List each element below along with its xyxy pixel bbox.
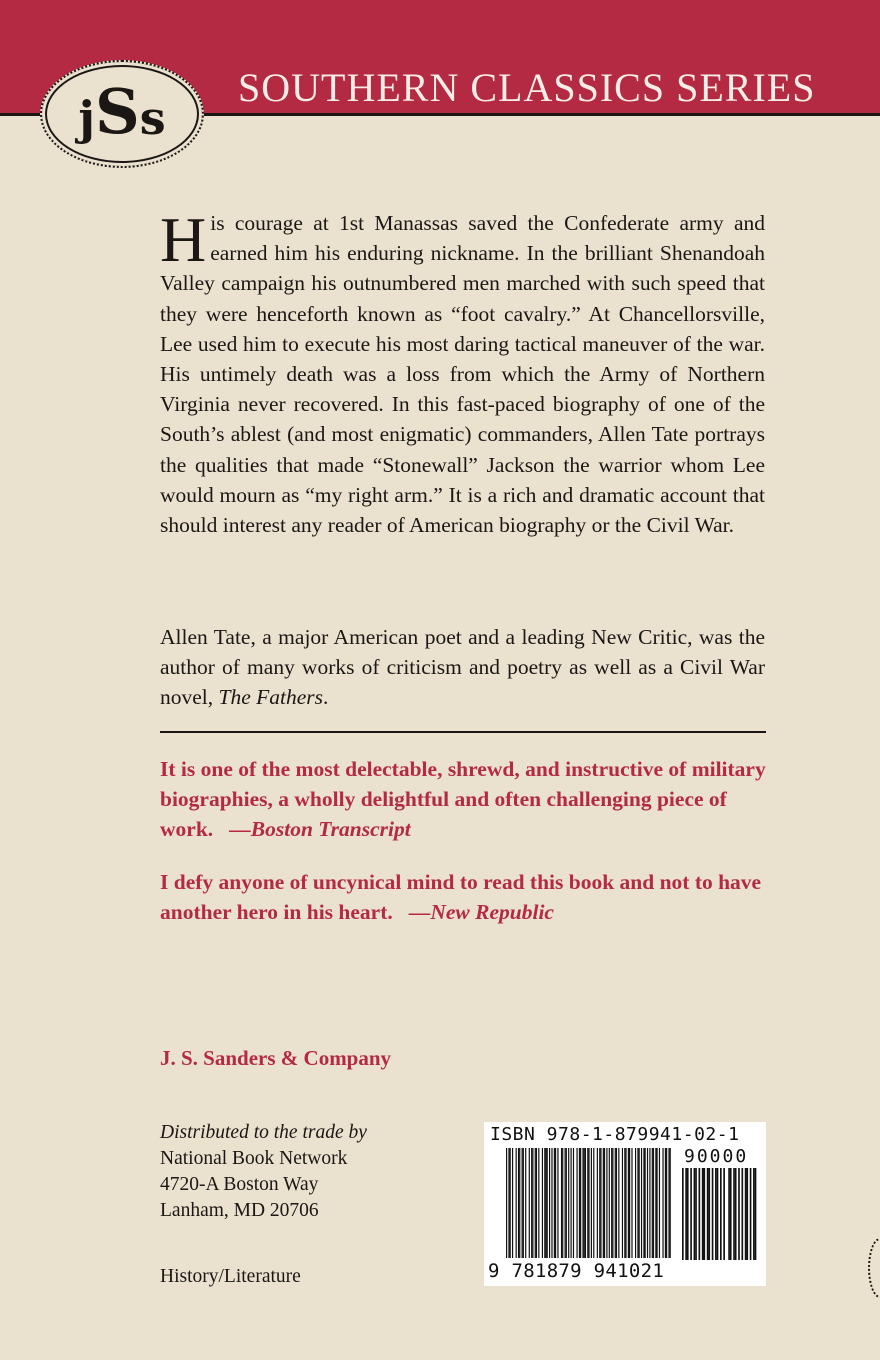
barcode-bar <box>611 1148 612 1258</box>
barcode-bar <box>518 1148 519 1258</box>
barcode-bar <box>649 1148 650 1258</box>
barcode-bar <box>753 1168 755 1260</box>
barcode-bar <box>738 1168 740 1260</box>
barcode-bar <box>585 1148 586 1258</box>
barcode-bar <box>554 1148 555 1258</box>
drop-cap: H <box>160 204 207 275</box>
barcode-bar <box>717 1168 719 1260</box>
review-quote-text: I defy anyone of uncynical mind to read this book and not to have another hero in his heart. <box>160 870 762 924</box>
barcode-bar <box>647 1148 648 1258</box>
barcode-bar <box>519 1148 520 1258</box>
barcode-bar <box>544 1148 545 1258</box>
distributor-city: Lanham, MD 20706 <box>160 1200 319 1221</box>
barcode-bar <box>631 1148 632 1258</box>
barcode-bar <box>551 1148 552 1258</box>
distributor-block <box>160 1120 367 1224</box>
barcode-bar <box>565 1148 566 1258</box>
book-category: History/Literature <box>160 1266 301 1287</box>
barcode-bar <box>745 1168 747 1260</box>
barcode-bar <box>591 1148 592 1258</box>
review-quote <box>160 754 770 844</box>
barcode-bar <box>625 1148 626 1258</box>
book-description <box>160 204 765 540</box>
barcode-bar <box>653 1148 654 1258</box>
barcode-bar <box>629 1148 630 1258</box>
barcode-bar <box>599 1148 600 1258</box>
isbn-label: ISBN 978-1-879941-02-1 <box>490 1124 740 1145</box>
author-bio <box>160 622 765 713</box>
series-title: SOUTHERN CLASSICS SERIES <box>238 65 816 110</box>
logo-letter-s-small: s <box>139 91 166 145</box>
distributor-street: 4720-A Boston Way <box>160 1174 319 1195</box>
barcode-bar <box>529 1148 530 1258</box>
barcode-bar <box>593 1148 594 1258</box>
barcode-bar <box>612 1148 613 1258</box>
barcode-bar <box>702 1168 704 1260</box>
barcode-bar <box>532 1148 533 1258</box>
isbn-barcode <box>484 1122 766 1286</box>
barcode-bar <box>603 1148 604 1258</box>
barcode-bar <box>750 1168 752 1260</box>
barcode-bar <box>703 1168 705 1260</box>
barcode-bar <box>615 1148 616 1258</box>
barcode-bar <box>588 1148 589 1258</box>
barcode-bar <box>695 1168 697 1260</box>
barcode-bar <box>555 1148 556 1258</box>
barcode-bar <box>576 1148 577 1258</box>
barcode-bar <box>547 1148 548 1258</box>
review-quote-source: —Boston Transcript <box>229 817 411 841</box>
barcode-bar <box>637 1148 638 1258</box>
barcode-bar <box>708 1168 710 1260</box>
barcode-bar <box>606 1148 607 1258</box>
barcode-bar <box>618 1148 619 1258</box>
barcode-bar <box>659 1148 660 1258</box>
barcode-bar <box>512 1148 513 1258</box>
barcode-bar <box>600 1148 601 1258</box>
barcode-bar <box>566 1148 567 1258</box>
barcode-bar <box>531 1148 532 1258</box>
barcode-bar <box>662 1148 663 1258</box>
publisher-logo <box>40 60 204 168</box>
logo-letter-s-large: S <box>94 75 140 148</box>
barcode-bar <box>723 1168 725 1260</box>
barcode-bar <box>616 1148 617 1258</box>
distributor-label: Distributed to the trade by <box>160 1122 367 1143</box>
edge-logo-fragment <box>868 1238 880 1298</box>
barcode-bar <box>557 1148 558 1258</box>
barcode-bar <box>604 1148 605 1258</box>
logo-letter-j: j <box>78 91 95 145</box>
barcode-bar <box>580 1148 581 1258</box>
barcode-bar <box>535 1148 536 1258</box>
barcode-addon-digits: 90000 <box>684 1146 749 1167</box>
author-bio-text: Allen Tate, a major American poet and a leading New Critic, was the author of many works of criticism and poetry as well as a Civil War novel, <box>160 625 765 710</box>
barcode-bar <box>666 1148 667 1258</box>
barcode-bar <box>587 1148 588 1258</box>
barcode-bar <box>645 1148 646 1258</box>
barcode-bar <box>582 1148 583 1258</box>
barcode-bar <box>568 1148 569 1258</box>
barcode-bar <box>643 1148 644 1258</box>
barcode-bar <box>508 1148 509 1258</box>
barcode-bar <box>741 1168 743 1260</box>
barcode-bar <box>549 1148 550 1258</box>
barcode-bar <box>690 1168 692 1260</box>
barcode-bar <box>628 1148 629 1258</box>
barcode-bar <box>656 1148 657 1258</box>
barcode-bar <box>735 1168 737 1260</box>
barcode-bar <box>561 1148 562 1258</box>
novel-title: The Fathers <box>218 685 324 710</box>
author-bio-end: . <box>323 685 329 710</box>
publisher-name: J. S. Sanders & Company <box>160 1046 392 1070</box>
barcode-bar <box>687 1168 689 1260</box>
barcode-bar <box>699 1168 701 1260</box>
barcode-bar <box>506 1148 507 1258</box>
barcode-bar <box>536 1148 537 1258</box>
barcode-bar <box>755 1168 757 1260</box>
barcode-bar <box>715 1168 717 1260</box>
barcode-bar <box>652 1148 653 1258</box>
barcode-main-digits: 9 781879 941021 <box>488 1260 665 1282</box>
barcode-bar <box>746 1168 748 1260</box>
barcode-bar <box>545 1148 546 1258</box>
barcode-bar <box>622 1148 623 1258</box>
barcode-bar <box>542 1148 543 1258</box>
distributor-name: National Book Network <box>160 1148 348 1169</box>
review-quote <box>160 867 770 927</box>
barcode-bar <box>682 1168 684 1260</box>
barcode-bar <box>573 1148 574 1258</box>
barcode-bar <box>655 1148 656 1258</box>
barcode-bar <box>668 1148 669 1258</box>
barcode-bar <box>525 1148 526 1258</box>
barcode-bar <box>665 1148 666 1258</box>
barcode-bar <box>639 1148 640 1258</box>
barcode-bar <box>597 1148 598 1258</box>
barcode-bar <box>733 1168 735 1260</box>
review-quote-text: It is one of the most delectable, shrewd, and instructive of military biographies, a wholly delightful and often challenging piece of work. <box>160 757 766 841</box>
barcode-bar <box>624 1148 625 1258</box>
description-text: is courage at 1st Manassas saved the Confederate army and earned him his enduring nickname. In the brilliant Shenandoah Valley campaign his outnumbered men marched with such speed that they were henceforth known as “foot cavalry.” At Chancellorsville, Lee used him to execute his most daring tactical maneuver of the war. His untimely death was a loss from which the Army of Northern Virginia never recovered. In this fast-paced biography of one of the South’s ablest (and most enigmatic) commanders, Allen Tate portrays the qualities that made “Stonewall” Jackson the warrior whom Lee would mourn as “my right arm.” It is a rich and dramatic account that should interest any reader of American biography or the Civil War. <box>160 211 765 538</box>
review-quote-source: —New Republic <box>408 900 554 924</box>
barcode-bar <box>538 1148 539 1258</box>
barcode-bar <box>523 1148 524 1258</box>
barcode-bar <box>641 1148 642 1258</box>
barcode-bar <box>635 1148 636 1258</box>
barcode-bar <box>720 1168 722 1260</box>
barcode-bar <box>707 1168 709 1260</box>
section-divider <box>160 731 766 733</box>
barcode-bar <box>562 1148 563 1258</box>
barcode-bar <box>584 1148 585 1258</box>
logo-monogram <box>40 60 204 168</box>
barcode-bar <box>579 1148 580 1258</box>
barcode-bar <box>510 1148 511 1258</box>
barcode-bar <box>712 1168 714 1260</box>
barcode-bar <box>730 1168 732 1260</box>
barcode-bar <box>728 1168 730 1260</box>
barcode-bar <box>670 1148 671 1258</box>
barcode-bar <box>516 1148 517 1258</box>
barcode-bar <box>694 1168 696 1260</box>
barcode-bar <box>522 1148 523 1258</box>
barcode-bar <box>609 1148 610 1258</box>
barcode-bar <box>685 1168 687 1260</box>
barcode-bar <box>570 1148 571 1258</box>
